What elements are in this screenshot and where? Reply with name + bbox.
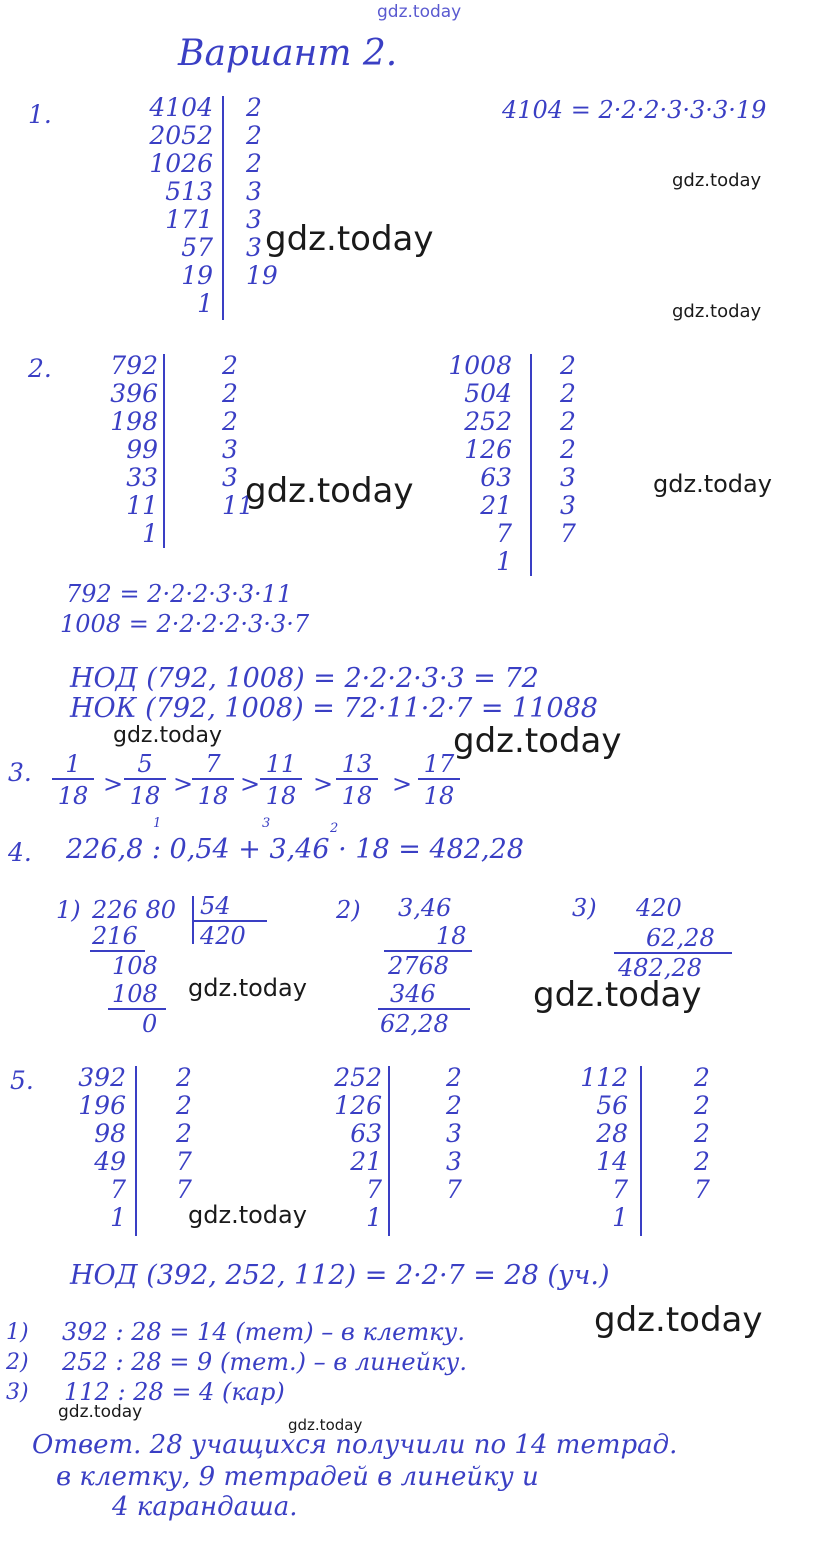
step-text: 112 : 28 = 4 (кар) xyxy=(64,1378,285,1406)
list-item: 2 xyxy=(446,1063,462,1092)
step2-row: 62,28 xyxy=(380,1010,449,1038)
task1-dividends xyxy=(118,94,213,318)
task2-b-divisors xyxy=(560,352,600,548)
task1-result: 4104 = 2·2·2·3·3·3·19 xyxy=(502,96,767,124)
list-item: 63 xyxy=(480,463,512,492)
list-item: 2 xyxy=(560,379,576,408)
list-item: 7 xyxy=(694,1175,710,1204)
list-item: 2 xyxy=(222,351,238,380)
list-item: 11 xyxy=(222,491,254,520)
step3-label: 3) xyxy=(572,894,597,922)
list-item: 2 xyxy=(560,407,576,436)
task1-divider xyxy=(222,96,224,320)
list-item: 19 xyxy=(181,261,213,290)
task2-b-divider xyxy=(530,354,532,576)
list-item: 1008 xyxy=(448,351,512,380)
step-number: 1) xyxy=(6,1320,29,1345)
task2-factor-line-1: 792 = 2·2·2·3·3·11 xyxy=(66,580,293,608)
watermark-large: gdz.today xyxy=(245,471,414,511)
fraction: $\frac{7}{18}$ xyxy=(192,752,234,808)
task5-nod: НОД (392, 252, 112) = 2·2·7 = 28 (уч.) xyxy=(70,1260,610,1291)
step1-divisor: 54 xyxy=(200,892,231,920)
list-item: 126 xyxy=(464,435,512,464)
task1-divisors xyxy=(246,94,296,290)
list-item: 1026 xyxy=(149,149,213,178)
list-item: 33 xyxy=(126,463,158,492)
order-mark: 2 xyxy=(330,821,339,836)
task2-factor-line-2: 1008 = 2·2·2·2·3·3·7 xyxy=(60,610,310,638)
list-item: 2 xyxy=(222,379,238,408)
list-item: 7 xyxy=(560,519,576,548)
list-item: 57 xyxy=(181,233,213,262)
step2-row: 18 xyxy=(436,922,467,950)
fraction: $\frac{11}{18}$ xyxy=(260,752,302,808)
list-item: 392 xyxy=(78,1063,126,1092)
watermark-large: gdz.today xyxy=(594,1300,763,1340)
list-item: 252 xyxy=(464,407,512,436)
list-item: 3 xyxy=(246,205,262,234)
list-item: 2052 xyxy=(149,121,213,150)
list-item: 2 xyxy=(246,121,262,150)
list-item: 2 xyxy=(694,1063,710,1092)
fraction: $\frac{13}{18}$ xyxy=(336,752,378,808)
list-item: 99 xyxy=(126,435,158,464)
task4-number: 4. xyxy=(8,838,32,867)
fraction: $\frac{1}{18}$ xyxy=(52,752,94,808)
step-text: 392 : 28 = 14 (тет) – в клетку. xyxy=(62,1318,465,1346)
list-item: 2 xyxy=(246,149,262,178)
list-item: 3 xyxy=(560,463,576,492)
list-item: 7 xyxy=(366,1175,382,1204)
task5-c-divider xyxy=(640,1066,642,1236)
list-item: 396 xyxy=(110,379,158,408)
step2-label: 2) xyxy=(336,896,361,924)
step2-row: 346 xyxy=(390,980,436,1008)
watermark-small: gdz.today xyxy=(672,170,762,191)
greater-sign: > xyxy=(392,770,413,798)
list-item: 7 xyxy=(496,519,512,548)
watermark-top: gdz.today xyxy=(377,2,462,22)
task2-nod: НОД (792, 1008) = 2·2·2·3·3 = 72 xyxy=(70,663,539,694)
task2-a-divider xyxy=(163,354,165,548)
list-item: 3 xyxy=(446,1147,462,1176)
step2-row: 2768 xyxy=(388,952,450,980)
list-item: 3 xyxy=(446,1119,462,1148)
fraction: $\frac{17}{18}$ xyxy=(418,752,460,808)
task2-nok: НОК (792, 1008) = 72·11·2·7 = 11088 xyxy=(70,693,598,724)
watermark-small: gdz.today xyxy=(288,1416,363,1434)
list-item: 1 xyxy=(110,1203,126,1232)
task1-number: 1. xyxy=(28,100,52,129)
list-item: 7 xyxy=(176,1175,192,1204)
list-item: 198 xyxy=(110,407,158,436)
list-item: 252 xyxy=(334,1063,382,1092)
watermark-small: gdz.today xyxy=(188,1201,307,1229)
greater-sign: > xyxy=(173,770,194,798)
list-item: 7 xyxy=(612,1175,628,1204)
task5-number: 5. xyxy=(10,1066,34,1095)
step3-row: 420 xyxy=(636,894,682,922)
answer-line-1: Ответ. 28 учащихся получили по 14 тетрад. xyxy=(32,1430,678,1460)
list-item: 7 xyxy=(110,1175,126,1204)
task5-b-dividends xyxy=(318,1064,382,1232)
list-item: 1 xyxy=(197,289,213,318)
answer-line-3: 4 карандаша. xyxy=(112,1492,298,1522)
list-item: 504 xyxy=(464,379,512,408)
list-item: 3 xyxy=(222,463,238,492)
list-item: 2 xyxy=(176,1119,192,1148)
list-item: 2 xyxy=(694,1091,710,1120)
list-item: 792 xyxy=(110,351,158,380)
watermark-small: gdz.today xyxy=(672,301,762,322)
order-mark: 1 xyxy=(153,816,162,831)
task5-a-divisors xyxy=(176,1064,216,1204)
watermark-large: gdz.today xyxy=(453,721,622,761)
list-item: 2 xyxy=(246,93,262,122)
step1-row: 216 xyxy=(92,922,138,950)
watermark-small: gdz.today xyxy=(653,470,772,498)
greater-sign: > xyxy=(240,770,261,798)
step1-row: 108 xyxy=(112,952,158,980)
list-item: 2 xyxy=(176,1091,192,1120)
list-item: 63 xyxy=(350,1119,382,1148)
list-item: 2 xyxy=(446,1091,462,1120)
list-item: 14 xyxy=(596,1147,628,1176)
step2-row: 3,46 xyxy=(398,894,452,922)
task5-a-dividends xyxy=(62,1064,126,1232)
order-mark: 3 xyxy=(262,816,271,831)
step1-row: 108 xyxy=(112,980,158,1008)
list-item: 2 xyxy=(694,1119,710,1148)
list-item: 21 xyxy=(480,491,512,520)
list-item: 196 xyxy=(78,1091,126,1120)
list-item: 2 xyxy=(222,407,238,436)
list-item: 7 xyxy=(446,1175,462,1204)
list-item: 3 xyxy=(560,491,576,520)
list-item: 3 xyxy=(246,233,262,262)
step1-underline xyxy=(108,1008,166,1010)
watermark-small: gdz.today xyxy=(58,1402,143,1422)
task4-expression: 226,8 : 0,54 + 3,46 · 18 = 482,28 xyxy=(66,834,524,865)
task5-b-divisors xyxy=(446,1064,486,1204)
list-item: 2 xyxy=(560,351,576,380)
list-item: 98 xyxy=(94,1119,126,1148)
task2-b-dividends xyxy=(430,352,512,576)
list-item: 1 xyxy=(142,519,158,548)
step3-row: 482,28 xyxy=(618,954,702,982)
list-item: 1 xyxy=(496,547,512,576)
step-number: 3) xyxy=(6,1380,29,1405)
list-item: 171 xyxy=(165,205,213,234)
step1-dividend: 226 80 xyxy=(92,896,176,924)
greater-sign: > xyxy=(103,770,124,798)
list-item: 1 xyxy=(612,1203,628,1232)
task5-b-divider xyxy=(388,1066,390,1236)
list-item: 126 xyxy=(334,1091,382,1120)
list-item: 513 xyxy=(165,177,213,206)
watermark-small: gdz.today xyxy=(188,974,307,1002)
step-text: 252 : 28 = 9 (тет.) – в линейку. xyxy=(62,1348,467,1376)
watermark-large: gdz.today xyxy=(533,975,702,1015)
list-item: 2 xyxy=(694,1147,710,1176)
list-item: 4104 xyxy=(149,93,213,122)
step1-quotient: 420 xyxy=(200,922,246,950)
list-item: 3 xyxy=(246,177,262,206)
list-item: 28 xyxy=(596,1119,628,1148)
task3-number: 3. xyxy=(8,758,32,787)
list-item: 19 xyxy=(246,261,278,290)
list-item: 1 xyxy=(366,1203,382,1232)
watermark-large: gdz.today xyxy=(265,219,434,259)
list-item: 3 xyxy=(222,435,238,464)
fraction: $\frac{5}{18}$ xyxy=(124,752,166,808)
greater-sign: > xyxy=(313,770,334,798)
page-title: Вариант 2. xyxy=(178,33,398,74)
task2-a-dividends xyxy=(98,352,158,548)
list-item: 49 xyxy=(94,1147,126,1176)
step1-row: 0 xyxy=(142,1010,158,1038)
watermark-small: gdz.today xyxy=(113,723,223,748)
task5-c-divisors xyxy=(694,1064,734,1204)
step-number: 2) xyxy=(6,1350,29,1375)
step1-label: 1) xyxy=(56,896,81,924)
task5-c-dividends xyxy=(570,1064,628,1232)
list-item: 7 xyxy=(176,1147,192,1176)
list-item: 21 xyxy=(350,1147,382,1176)
step3-row: 62,28 xyxy=(646,924,715,952)
list-item: 112 xyxy=(580,1063,628,1092)
answer-line-2: в клетку, 9 тетрадей в линейку и xyxy=(56,1462,539,1492)
task5-a-divider xyxy=(135,1066,137,1236)
list-item: 11 xyxy=(126,491,158,520)
list-item: 2 xyxy=(560,435,576,464)
list-item: 56 xyxy=(596,1091,628,1120)
task2-number: 2. xyxy=(28,354,52,383)
list-item: 2 xyxy=(176,1063,192,1092)
